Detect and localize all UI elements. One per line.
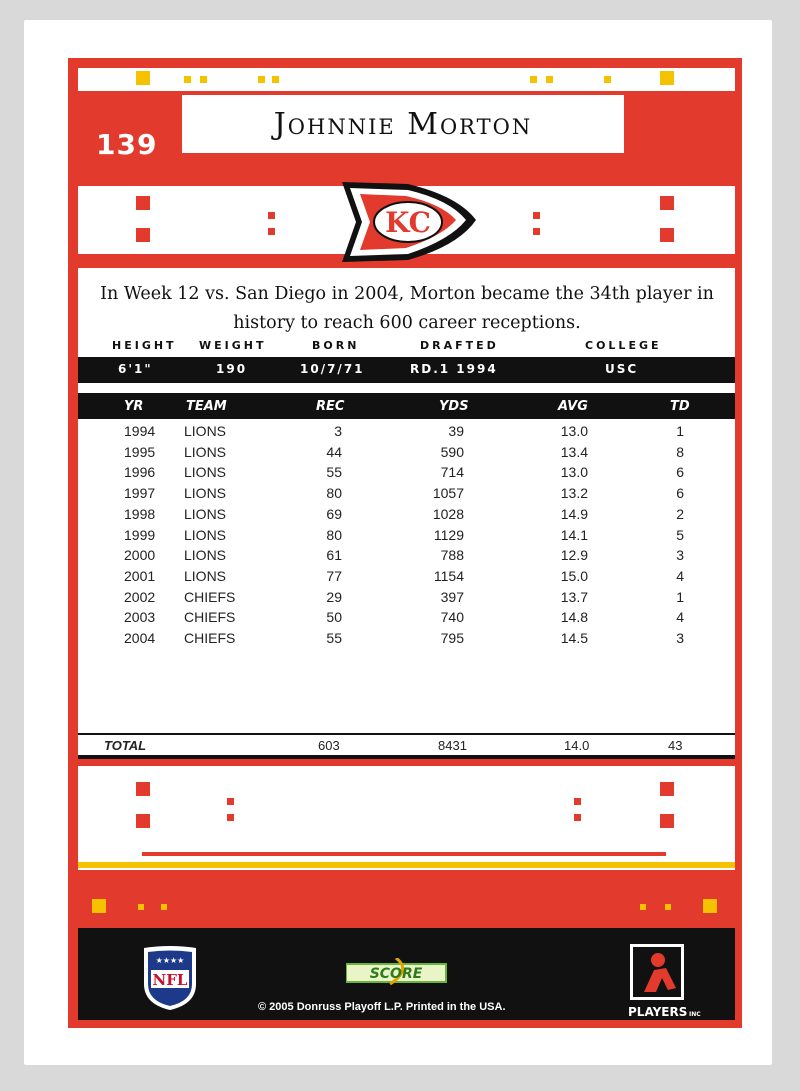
- stats-header-yr: YR: [124, 399, 144, 414]
- cell-team: LIONS: [184, 526, 227, 543]
- cell-avg: 13.0: [560, 464, 588, 481]
- cell-td: 1: [676, 588, 684, 605]
- cell-avg: 13.2: [560, 485, 588, 502]
- cell-td: 6: [676, 464, 684, 481]
- cell-team: LIONS: [184, 485, 227, 502]
- cell-td: 8: [676, 443, 684, 460]
- svg-text:NFL: NFL: [152, 971, 188, 989]
- cell-td: 3: [676, 547, 684, 564]
- cell-team: LIONS: [184, 547, 227, 564]
- stats-header-yds: YDS: [439, 399, 469, 414]
- cell-avg: 14.1: [560, 526, 588, 543]
- cell-rec: 80: [326, 485, 342, 502]
- nfl-shield-icon: [140, 944, 200, 1012]
- cell-yds: 397: [440, 588, 464, 605]
- red-dot: [574, 798, 581, 805]
- total-rec: 603: [318, 738, 340, 753]
- cell-yds: 740: [440, 609, 464, 626]
- cell-td: 4: [676, 567, 684, 584]
- red-square: [136, 196, 150, 210]
- copyright-text: © 2005 Donruss Playoff L.P. Printed in the USA.: [258, 1001, 506, 1013]
- chiefs-arrowhead-icon: [338, 176, 478, 268]
- svg-text:★★★★: ★★★★: [155, 956, 185, 965]
- cell-yds: 1057: [432, 485, 464, 502]
- gold-dot: [546, 76, 553, 83]
- gold-dot: [530, 76, 537, 83]
- red-square: [136, 228, 150, 242]
- gold-dot: [138, 904, 144, 910]
- red-dot: [574, 814, 581, 821]
- cell-yds: 1028: [432, 505, 464, 522]
- gold-dot: [200, 76, 207, 83]
- cell-avg: 12.9: [560, 547, 588, 564]
- cell-avg: 15.0: [560, 567, 588, 584]
- red-dot: [533, 228, 540, 235]
- cell-rec: 69: [326, 505, 342, 522]
- top-band: [78, 68, 735, 91]
- cell-avg: 14.8: [560, 609, 588, 626]
- cell-td: 5: [676, 526, 684, 543]
- vitals-college: USC: [605, 362, 639, 376]
- cell-td: 3: [676, 630, 684, 646]
- total-label: TOTAL: [104, 738, 147, 753]
- stats-header-rec: REC: [316, 399, 345, 414]
- card-number: 139: [96, 128, 158, 161]
- cell-yds: 795: [440, 630, 464, 646]
- red-rule: [142, 852, 666, 856]
- score-brand-logo: [346, 958, 450, 986]
- cell-yr: 1996: [124, 464, 156, 481]
- svg-text:PLAYERS: PLAYERS: [628, 1005, 688, 1019]
- red-square: [660, 782, 674, 796]
- cell-rec: 3: [334, 423, 342, 439]
- total-avg: 14.0: [564, 738, 590, 753]
- cell-td: 4: [676, 609, 684, 626]
- red-dot: [268, 228, 275, 235]
- cell-avg: 13.0: [560, 423, 588, 439]
- cell-team: CHIEFS: [184, 588, 236, 605]
- stats-header-avg: AVG: [558, 399, 588, 414]
- gold-square: [136, 71, 150, 85]
- players-inc-logo: [618, 938, 702, 1022]
- cell-team: CHIEFS: [184, 609, 236, 626]
- cell-team: LIONS: [184, 423, 227, 439]
- cell-rec: 44: [326, 443, 342, 460]
- player-bio: In Week 12 vs. San Diego in 2004, Morton became the 34th player in history to reach 600 career receptions.: [100, 284, 714, 333]
- cell-yr: 1994: [124, 423, 156, 439]
- svg-text:KC: KC: [385, 206, 431, 239]
- vitals-header-drafted: DRAFTED: [420, 339, 499, 352]
- gold-dot: [161, 904, 167, 910]
- cell-td: 2: [676, 505, 684, 522]
- cell-avg: 14.9: [560, 505, 588, 522]
- vitals-header-born: BORN: [312, 339, 360, 352]
- red-square: [136, 782, 150, 796]
- red-dot: [533, 212, 540, 219]
- cell-team: LIONS: [184, 443, 227, 460]
- red-square: [660, 228, 674, 242]
- vitals-drafted: RD.1 1994: [410, 362, 498, 376]
- stats-header-team: TEAM: [186, 399, 227, 414]
- red-dot: [227, 798, 234, 805]
- cell-rec: 55: [326, 630, 342, 646]
- cell-rec: 61: [326, 547, 342, 564]
- player-name-box: [182, 95, 624, 153]
- gold-dot: [665, 904, 671, 910]
- player-name: Johnnie Morton: [273, 106, 533, 142]
- cell-team: LIONS: [184, 464, 227, 481]
- cell-rec: 50: [326, 609, 342, 626]
- gold-square: [660, 71, 674, 85]
- vitals-header-college: COLLEGE: [585, 339, 662, 352]
- gold-dot: [640, 904, 646, 910]
- cell-yds: 39: [448, 423, 464, 439]
- cell-yr: 2000: [124, 547, 156, 564]
- cell-avg: 13.7: [560, 588, 588, 605]
- cell-team: LIONS: [184, 567, 227, 584]
- vitals-header-weight: WEIGHT: [199, 339, 267, 352]
- vitals-weight: 190: [216, 362, 248, 376]
- vitals-height: 6'1": [118, 362, 153, 376]
- red-square: [660, 814, 674, 828]
- stats-header-bar: [78, 393, 735, 419]
- cell-avg: 14.5: [560, 630, 588, 646]
- vitals-born: 10/7/71: [300, 362, 365, 376]
- gold-dot: [604, 76, 611, 83]
- cell-td: 6: [676, 485, 684, 502]
- cell-yds: 1154: [433, 567, 464, 584]
- total-yds: 8431: [438, 738, 467, 753]
- total-td: 43: [668, 738, 683, 753]
- cell-yds: 1129: [433, 526, 464, 543]
- cell-yr: 2001: [124, 567, 156, 584]
- red-square: [660, 196, 674, 210]
- cell-yr: 1997: [124, 485, 156, 502]
- stats-header-td: TD: [670, 399, 690, 414]
- cell-rec: 80: [326, 526, 342, 543]
- cell-rec: 77: [326, 567, 342, 584]
- vitals-header-height: HEIGHT: [112, 339, 177, 352]
- svg-text:SCORE: SCORE: [369, 966, 423, 982]
- red-dot: [227, 814, 234, 821]
- cell-yds: 714: [440, 464, 464, 481]
- gold-dot: [184, 76, 191, 83]
- cell-yds: 788: [440, 547, 464, 564]
- gold-square: [92, 899, 106, 913]
- svg-text:INC: INC: [689, 1011, 701, 1018]
- gold-dot: [272, 76, 279, 83]
- gold-square: [703, 899, 717, 913]
- cell-td: 1: [676, 423, 684, 439]
- cell-yr: 1999: [124, 526, 156, 543]
- cell-yr: 2002: [124, 588, 156, 605]
- gold-stripe: [78, 862, 735, 868]
- total-bottom-rule: [78, 755, 735, 759]
- gold-dot: [258, 76, 265, 83]
- cell-yr: 1995: [124, 443, 156, 460]
- cell-yr: 2004: [124, 630, 156, 646]
- cell-yr: 2003: [124, 609, 156, 626]
- cell-yds: 590: [440, 443, 464, 460]
- cell-yr: 1998: [124, 505, 156, 522]
- cell-team: CHIEFS: [184, 630, 236, 646]
- cell-team: LIONS: [184, 505, 227, 522]
- cell-avg: 13.4: [560, 443, 588, 460]
- red-dot: [268, 212, 275, 219]
- cell-rec: 55: [326, 464, 342, 481]
- total-top-rule: [78, 733, 735, 735]
- red-square: [136, 814, 150, 828]
- cell-rec: 29: [326, 588, 342, 605]
